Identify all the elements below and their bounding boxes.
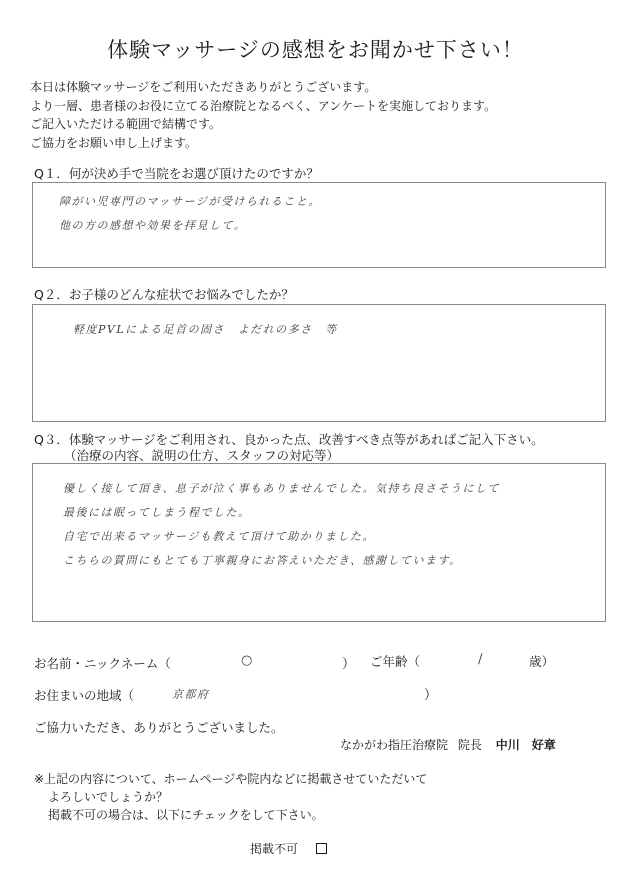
name-value[interactable]: ○ [241, 653, 254, 668]
director-title: 院長 [457, 738, 482, 752]
signature [340, 736, 556, 753]
q3-answer-line: 最後には眠ってしまう程でした。 [63, 506, 251, 519]
publication-note-line: 掲載不可の場合は、以下にチェックをして下さい。 [48, 808, 324, 822]
intro-line: より一層、患者様のお役に立てる治療院となるべく、アンケートを実施しております。 [30, 98, 497, 113]
refusal-checkbox[interactable] [316, 843, 327, 854]
intro-line: 本日は体験マッサージをご利用いただきありがとうございます。 [30, 80, 377, 94]
intro-line: ご協力をお願い申し上げます。 [30, 135, 198, 150]
publication-note-line: ※上記の内容について、ホームページや院内などに掲載させていただいて [34, 772, 428, 786]
q1-answer-line: 障がい児専門のマッサージが受けられること。 [59, 195, 321, 208]
age-label: ご年齢（ [370, 654, 421, 669]
director-name: 中川 好章 [495, 738, 556, 752]
area-label: お住まいの地域（ [34, 688, 135, 703]
page-title: 体験マッサージの感想をお聞かせ下さい！ [107, 38, 524, 62]
age-unit: 歳） [529, 654, 555, 669]
q1-answer-box[interactable] [32, 182, 606, 268]
q3-label: Q３．体験マッサージをご利用され、良かった点、改善すべき点等があればご記入下さい。 [34, 432, 544, 447]
name-close-paren: ） [342, 657, 356, 672]
name-label: お名前・ニックネーム（ [34, 656, 171, 671]
age-value[interactable]: / [478, 652, 484, 667]
intro-text [30, 78, 496, 152]
q3-answer-line: 自宅で出来るマッサージも教えて頂けて助かりました。 [63, 530, 375, 543]
q2-label: Q２．お子様のどんな症状でお悩みでしたか？ [34, 287, 294, 302]
publication-note-line: よろしいでしょうか？ [48, 790, 169, 804]
q2-answer-box[interactable] [32, 304, 606, 422]
clinic-name: なかがわ指圧治療院 [340, 738, 449, 752]
q1-label: Q１．何が決め手で当院をお選び頂けたのですか？ [34, 166, 319, 181]
area-close-paren: ） [424, 688, 438, 703]
q3-answer-line: こちらの質問にもとても丁寧親身にお答えいただき、感謝しています。 [63, 554, 462, 567]
checkbox-label: 掲載不可 [250, 842, 299, 856]
q3-sublabel: （治療の内容、説明の仕方、スタッフの対応等） [64, 448, 340, 463]
q3-answer-line: 優しく接して頂き、息子が泣く事もありませんでした。気持ち良さそうにして [63, 482, 501, 495]
q3-answer-box[interactable] [32, 463, 606, 622]
intro-line: ご記入いただける範囲で結構です。 [30, 117, 222, 131]
publication-refusal-option[interactable] [250, 840, 327, 857]
q2-answer-line: 軽度PVLによる足首の固さ よだれの多さ 等 [73, 323, 338, 336]
thanks-text: ご協力いただき、ありがとうございました。 [34, 720, 284, 735]
q1-answer-line: 他の方の感想や効果を拝見して。 [59, 219, 247, 232]
area-value[interactable]: 京都府 [172, 688, 210, 701]
